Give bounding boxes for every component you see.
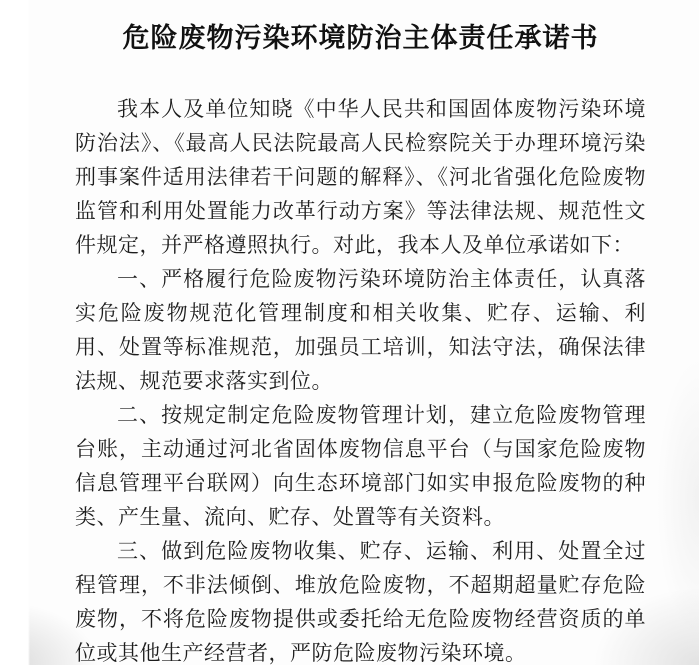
document-content: [75, 0, 646, 670]
paragraph-commitment-3: 三、做到危险废物收集、贮存、运输、利用、处置全过程管理，不非法倾倒、堆放危险废物，不超期超量贮存危险废物，不将危险废物提供或委托给无危险废物经营资质的单位或其他生产经营者，严防危险废物污染环境。: [75, 539, 646, 665]
paragraph-commitment-1: 一、严格履行危险废物污染环境防治主体责任，认真落实危险废物规范化管理制度和相关收集、贮存、运输、利用、处置等标准规范，加强员工培训，知法守法，确保法律法规、规范要求落实到位。: [75, 267, 646, 393]
document-title: 危险废物污染环境防治主体责任承诺书: [122, 23, 599, 53]
paragraph-commitment-2: 二、按规定制定危险废物管理计划，建立危险废物管理台账，主动通过河北省固体废物信息平台（与国家危险废物信息管理平台联网）向生态环境部门如实申报危险废物的种类、产生量、流向、贮存、处置等有关资料。: [75, 403, 646, 529]
document-body: [75, 92, 646, 670]
paragraph-intro: 我本人及单位知晓《中华人民共和国固体废物污染环境防治法》、《最高人民法院最高人民检察院关于办理环境污染刑事案件适用法律若干问题的解释》、《河北省强化危险废物监管和利用处置能力改革行动方案》等法律法规、规范性文件规定，并严格遵照执行。对此，我本人及单位承诺如下：: [75, 97, 646, 257]
